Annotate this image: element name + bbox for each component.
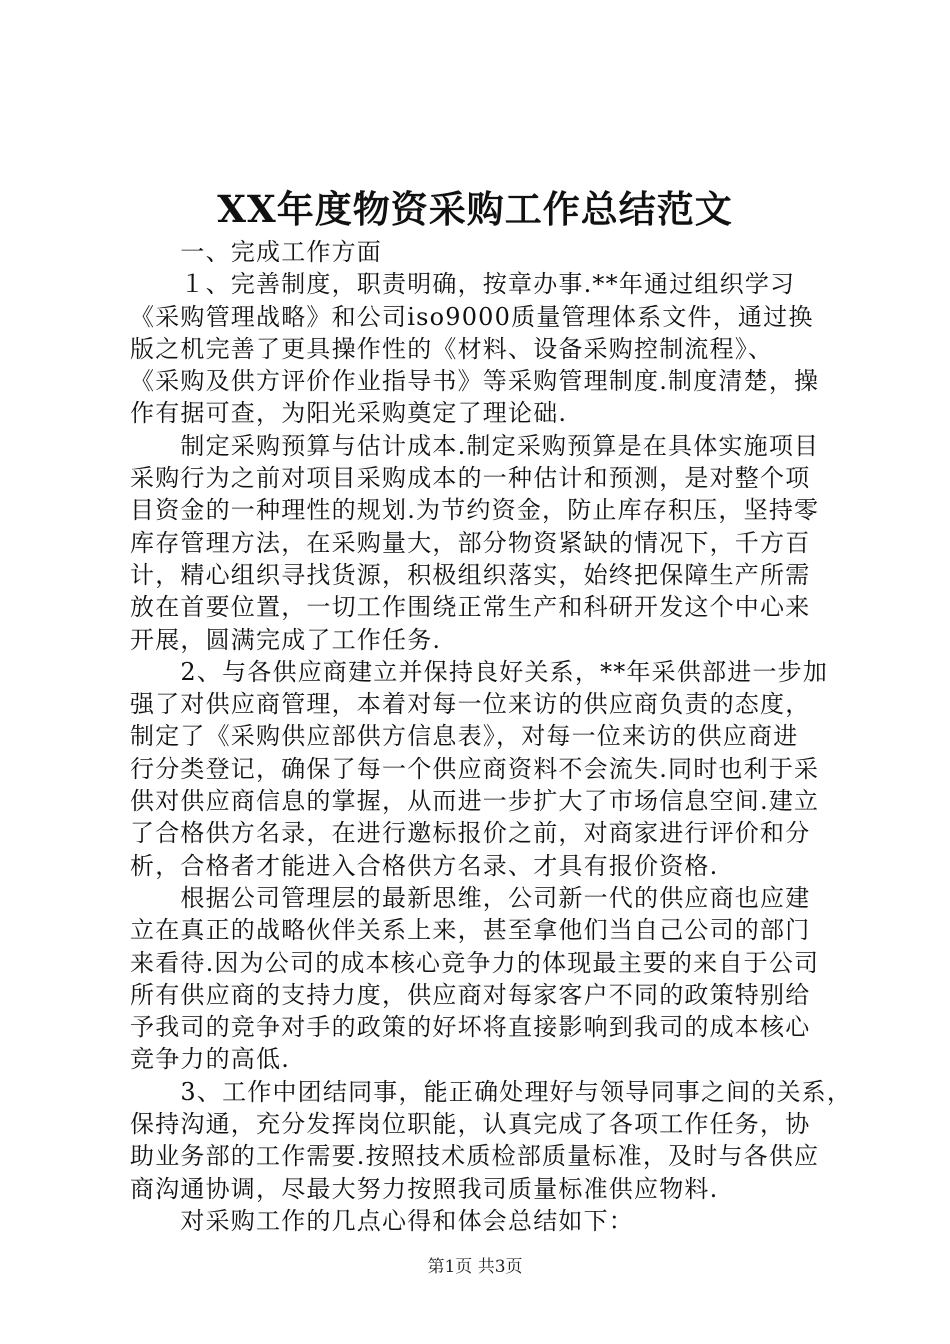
- text-line: 保持沟通，充分发挥岗位职能，认真完成了各项工作任务，协: [130, 1110, 811, 1139]
- text-line: 析，合格者才能进入合格供方名录、才具有报价资格.: [130, 851, 719, 880]
- text-line: 计，精心组织寻找货源，积极组织落实，始终把保障生产所需: [130, 560, 811, 589]
- text-line: 版之机完善了更具操作性的《材料、设备采购控制流程》、: [130, 334, 774, 363]
- text-line: 行分类登记，确保了每一个供应商资料不会流失.同时也利于采: [130, 754, 820, 783]
- text-line: 来看待.因为公司的成本核心竞争力的体现最主要的来自于公司: [130, 948, 820, 977]
- page-footer: 第1页 共3页: [427, 1257, 523, 1277]
- text-line: 《采购及供方评价作业指导书》等采购管理制度.制度清楚，操: [130, 367, 820, 396]
- text-line: 对采购工作的几点心得和体会总结如下：: [130, 1206, 634, 1235]
- document-title: XX年度物资采购工作总结范文: [217, 187, 733, 231]
- text-line: 所有供应商的支持力度，供应商对每家客户不同的政策特别给: [130, 980, 811, 1009]
- text-line: 根据公司管理层的最新思维，公司新一代的供应商也应建: [130, 883, 811, 912]
- text-line: 了合格供方名录，在进行邀标报价之前，对商家进行评价和分: [130, 819, 811, 848]
- text-line: 库存管理方法，在采购量大，部分物资紧缺的情况下，千方百: [130, 528, 811, 557]
- text-line: 供对供应商信息的掌握，从而进一步扩大了市场信息空间.建立: [130, 787, 820, 816]
- text-line: 强了对供应商管理，本着对每一位来访的供应商负责的态度，: [130, 690, 811, 719]
- text-line: 目资金的一种理性的规划.为节约资金，防止库存积压，坚持零: [130, 496, 820, 525]
- text-line: 《采购管理战略》和公司iso9000质量管理体系文件，通过换: [130, 302, 814, 331]
- text-line: 制定采购预算与估计成本.制定采购预算是在具体实施项目: [130, 431, 820, 460]
- text-line: 助业务部的工作需要.按照技术质检部质量标准，及时与各供应: [130, 1142, 820, 1171]
- text-line: 商沟通协调，尽最大努力按照我司质量标准供应物料.: [130, 1174, 719, 1203]
- text-line: 开展，圆满完成了工作任务.: [130, 625, 442, 654]
- text-line: 制定了《采购供应部供方信息表》，对每一位来访的供应商进: [130, 722, 799, 751]
- text-line: １、完善制度，职责明确，按章办事.**年通过组织学习: [130, 270, 796, 299]
- text-line: 一、完成工作方面: [130, 238, 382, 266]
- text-line: 采购行为之前对项目采购成本的一种估计和预测，是对整个项: [130, 464, 811, 493]
- document-body: [130, 236, 853, 1237]
- text-line: 竞争力的高低.: [130, 1045, 291, 1074]
- text-line: 2、与各供应商建立并保持良好关系，**年采供部进一步加: [130, 657, 829, 686]
- text-line: 放在首要位置，一切工作围绕正常生产和科研开发这个中心来: [130, 593, 811, 622]
- text-line: 予我司的竞争对手的政策的好坏将直接影响到我司的成本核心: [130, 1013, 811, 1042]
- text-line: 作有据可查，为阳光采购奠定了理论础.: [130, 399, 568, 428]
- text-line: 3、工作中团结同事，能正确处理好与领导同事之间的关系，: [130, 1077, 853, 1106]
- text-line: 立在真正的战略伙伴关系上来，甚至拿他们当自己公司的部门: [130, 916, 811, 945]
